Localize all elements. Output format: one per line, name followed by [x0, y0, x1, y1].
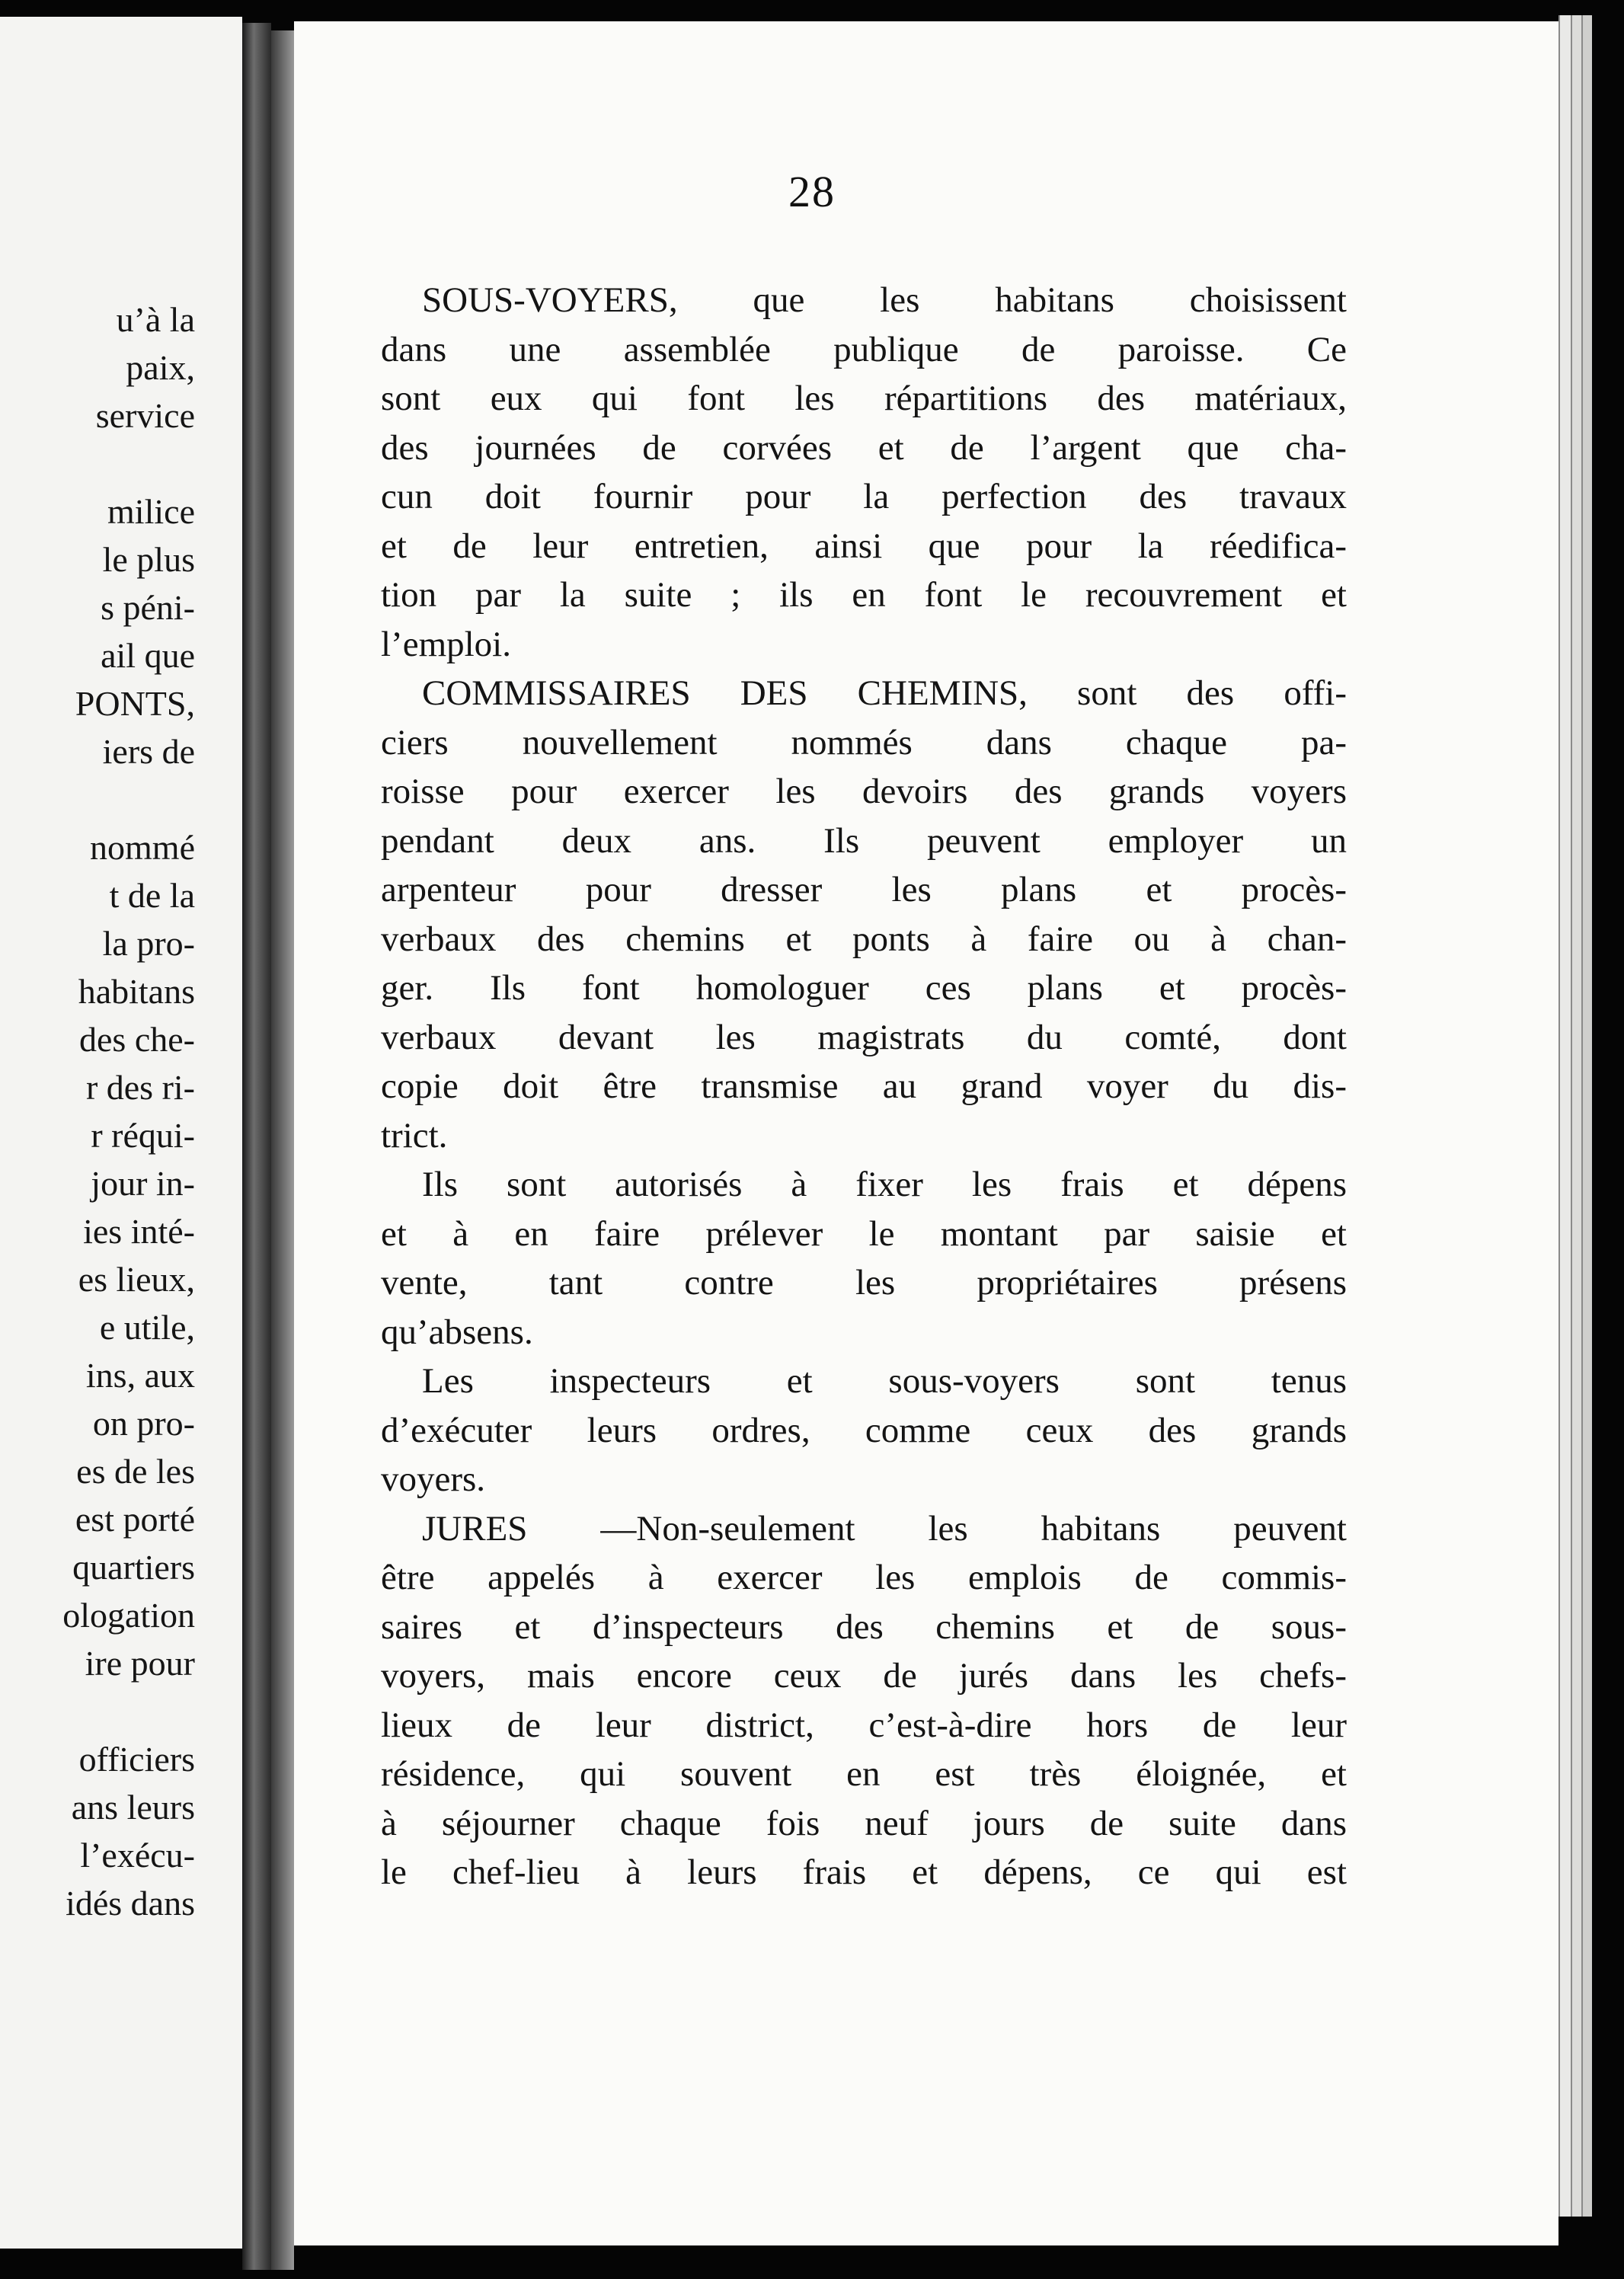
text-line: qu’absens. [381, 1312, 533, 1352]
left-page-line: PONTS, [75, 684, 195, 723]
text-line: verbaux des chemins et ponts à faire ou à chan- [381, 919, 1347, 959]
left-page-line: es lieux, [78, 1260, 195, 1299]
left-page-line: jour in- [91, 1164, 195, 1203]
text-line: à séjourner chaque fois neuf jours de suite dans [381, 1803, 1347, 1843]
left-page-line: r réqui- [91, 1116, 195, 1155]
left-page-line: ail que [101, 636, 195, 675]
text-line: lieux de leur district, c’est-à-dire hors de leur [381, 1705, 1347, 1745]
left-page-line: service [95, 396, 195, 435]
text-line: et à en faire prélever le montant par saisie et [381, 1213, 1347, 1254]
text-line: cun doit fournir pour la perfection des travaux [381, 477, 1347, 516]
book-gutter-shadow [271, 30, 294, 2270]
text-line: vente, tant contre les propriétaires présens [381, 1263, 1347, 1303]
text-line: pendant deux ans. Ils peuvent employer un [381, 820, 1347, 861]
text-line: trict. [381, 1115, 448, 1155]
left-page-line: idés dans [66, 1884, 195, 1923]
left-page-line: ologation [62, 1596, 195, 1635]
left-page-line: t de la [109, 876, 195, 915]
text-line: le chef-lieu à leurs frais et dépens, ce qui est [381, 1852, 1347, 1892]
left-page-line: u’à la [116, 300, 195, 339]
left-page-line: des che- [79, 1020, 195, 1059]
text-line: des journées de corvées et de l’argent que cha- [381, 427, 1347, 468]
left-page-line: s péni- [101, 588, 195, 627]
book-gutter [242, 23, 271, 2270]
text-line: et de leur entretien, ainsi que pour la réedifica- [381, 526, 1347, 566]
left-page-line: habitans [78, 972, 195, 1011]
text-line: Ils sont autorisés à fixer les frais et dépens [422, 1165, 1347, 1204]
left-page-line: on pro- [92, 1404, 195, 1443]
text-line: être appelés à exercer les emplois de commis- [381, 1558, 1347, 1597]
text-line: roisse pour exercer les devoirs des grands voyers [381, 772, 1347, 811]
left-page-line: iers de [102, 732, 195, 771]
left-page-line: paix, [126, 348, 195, 387]
left-page-line: la pro- [102, 924, 195, 963]
page-number: 28 [788, 167, 836, 216]
text-line: Les inspecteurs et sous-voyers sont tenus [422, 1361, 1347, 1401]
text-line: dans une assemblée publique de paroisse. Ce [381, 329, 1347, 369]
text-line: ger. Ils font homologuer ces plans et procès- [381, 968, 1347, 1008]
left-page-line: officiers [78, 1740, 195, 1779]
left-page-line: es de les [76, 1452, 195, 1491]
text-line: résidence, qui souvent en est très éloignée, et [381, 1754, 1347, 1794]
text-line: d’exécuter leurs ordres, comme ceux des grands [381, 1410, 1347, 1450]
left-page-line [0, 1687, 195, 1735]
page-edge [1581, 15, 1592, 2217]
text-line: JURES —Non-seulement les habitans peuvent [422, 1508, 1347, 1549]
left-facing-page [0, 17, 242, 2249]
left-page-line: milice [107, 492, 195, 531]
left-page-line: ans leurs [71, 1788, 195, 1827]
left-page-line: ins, aux [85, 1356, 195, 1395]
text-line: voyers, mais encore ceux de jurés dans les chefs- [381, 1656, 1347, 1696]
text-line: sont eux qui font les répartitions des matériaux, [381, 379, 1347, 418]
text-line: l’emploi. [381, 624, 511, 664]
text-line: voyers. [381, 1459, 486, 1499]
left-page-line: le plus [102, 540, 195, 579]
text-line: saires et d’inspecteurs des chemins et de sous- [381, 1606, 1347, 1647]
left-page-line: nommé [90, 828, 195, 867]
left-page-line: l’exécu- [80, 1836, 195, 1875]
text-line: tion par la suite ; ils en font le recouvrement et [381, 575, 1347, 615]
left-page-line: ies inté- [83, 1212, 195, 1251]
left-page-text-fragments [0, 296, 195, 1927]
left-page-line: e utile, [99, 1308, 195, 1347]
left-page-line [0, 439, 195, 487]
left-page-line: quartiers [72, 1548, 195, 1587]
text-line: COMMISSAIRES DES CHEMINS, sont des offi- [422, 673, 1347, 713]
page-body-text [381, 276, 1347, 1897]
text-line: ciers nouvellement nommés dans chaque pa- [381, 722, 1347, 762]
left-page-line: ire pour [85, 1644, 195, 1683]
text-line: arpenteur pour dresser les plans et procès- [381, 870, 1347, 909]
text-line: verbaux devant les magistrats du comté, dont [381, 1017, 1347, 1057]
text-line: copie doit être transmise au grand voyer du dis- [381, 1066, 1347, 1106]
left-page-line: r des ri- [85, 1068, 195, 1107]
text-line: SOUS-VOYERS, que les habitans choisissent [422, 280, 1347, 320]
left-page-line [0, 775, 195, 823]
left-page-line: est porté [75, 1500, 195, 1539]
